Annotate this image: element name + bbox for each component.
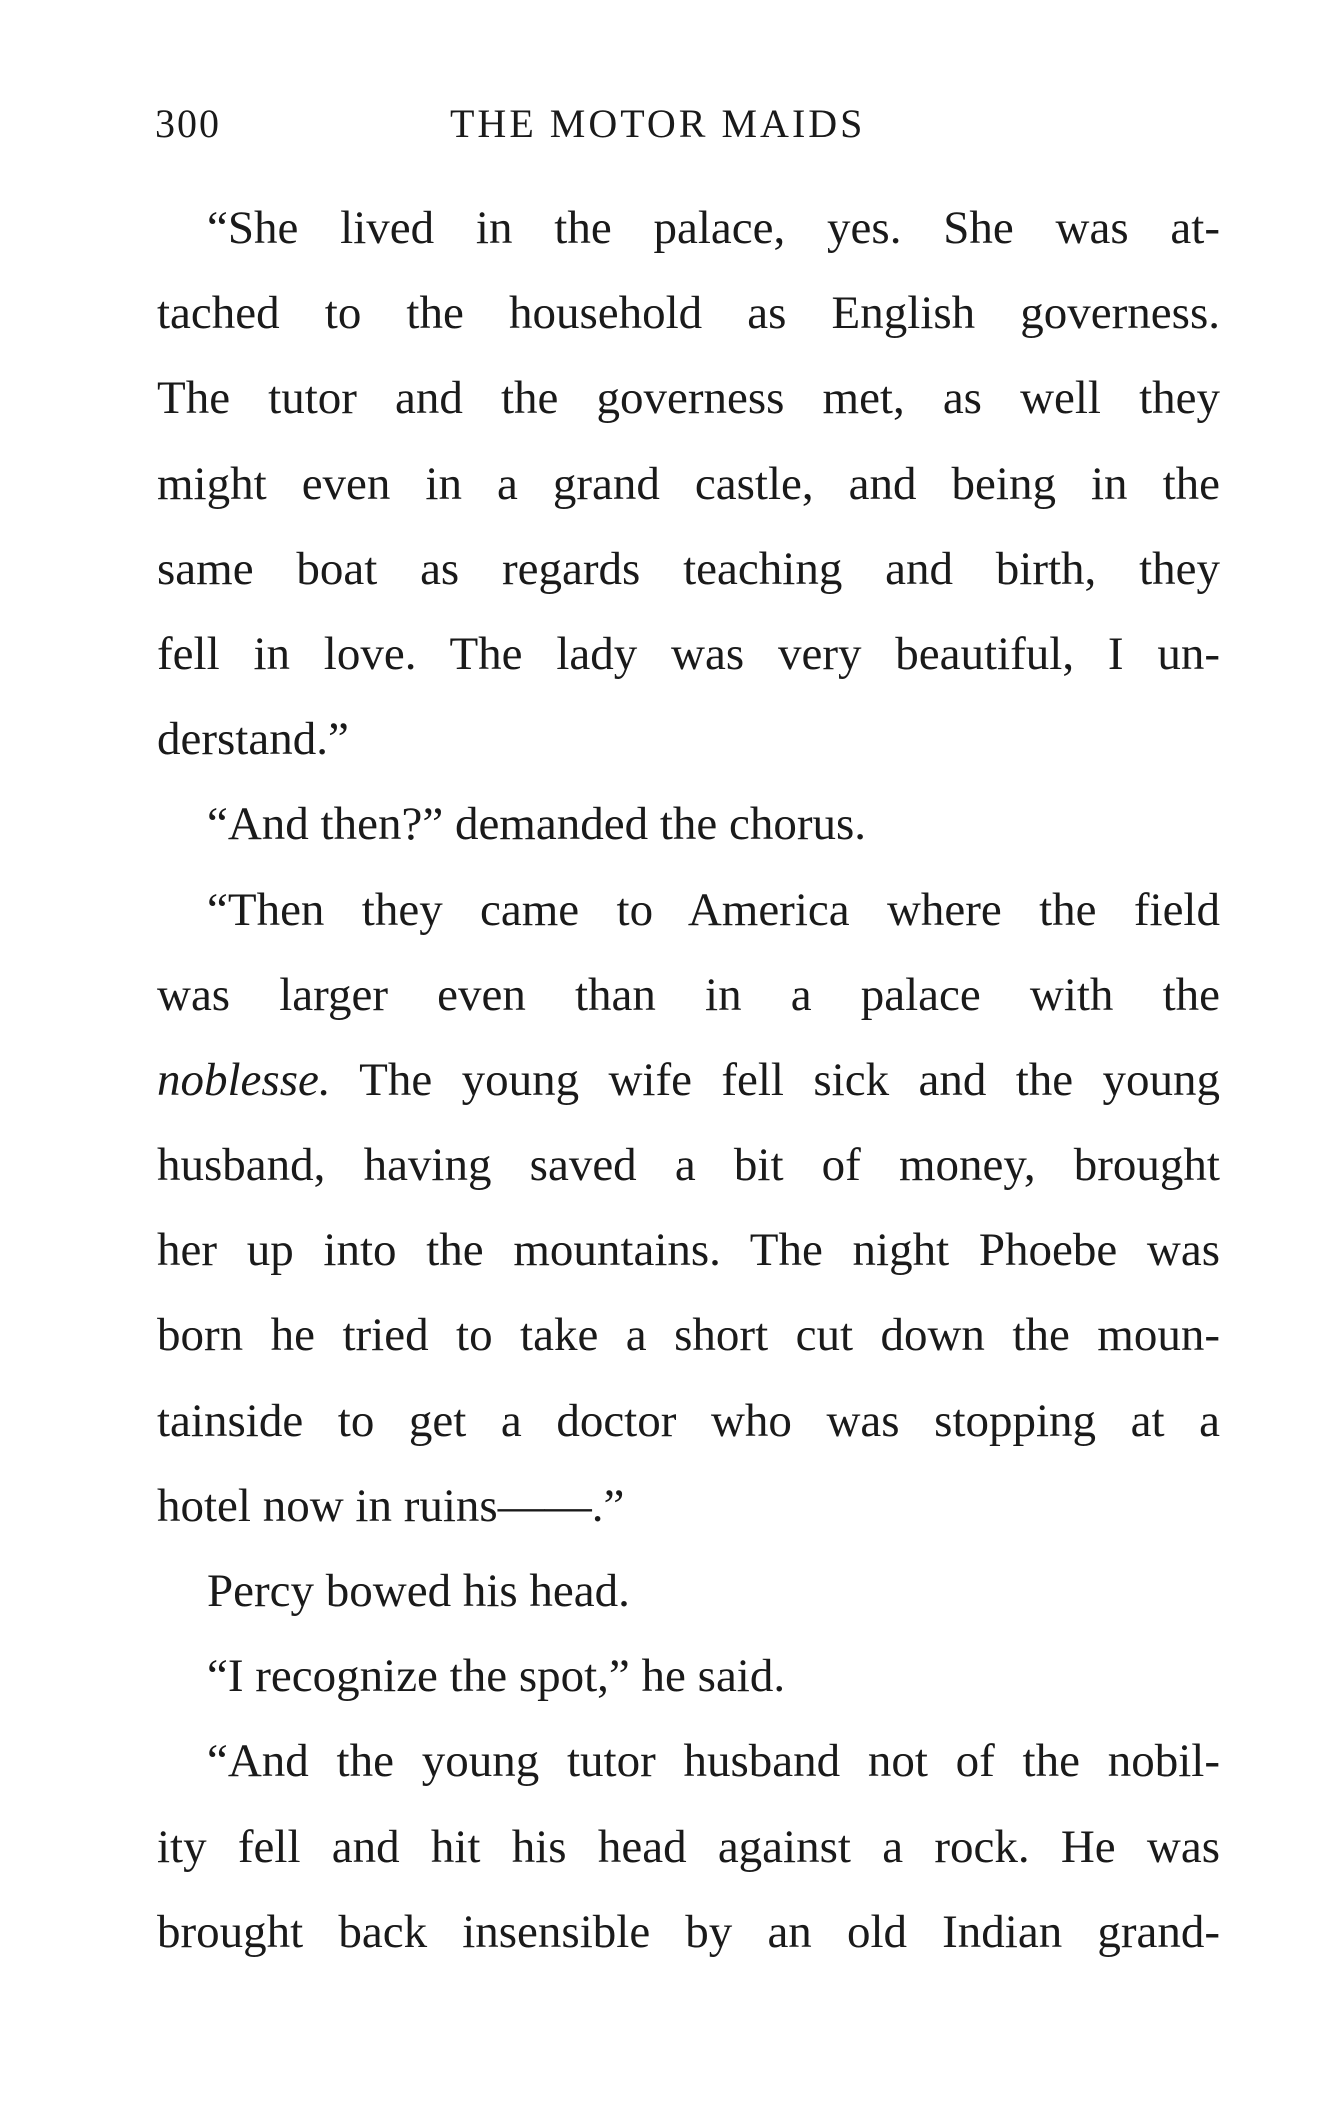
text-line: her up into the mountains. The night Phoebe was (157, 1224, 1220, 1277)
text-line: ity fell and hit his head against a rock. He was (157, 1820, 1220, 1873)
text-line: fell in love. The lady was very beautiful, I un- (157, 627, 1220, 680)
text-line: was larger even than in a palace with the (157, 968, 1220, 1021)
running-head (155, 100, 1220, 160)
text-line: “And then?” demanded the chorus. (207, 798, 867, 851)
text-line: derstand.” (157, 713, 349, 766)
text-line: brought back insensible by an old Indian grand- (157, 1905, 1220, 1958)
text-line: The tutor and the governess met, as well they (157, 372, 1220, 425)
body-text (157, 186, 1220, 1975)
italic-word: noblesse. (157, 1053, 331, 1106)
text-line: tainside to get a doctor who was stopping at a (157, 1394, 1220, 1447)
text-line: Percy bowed his head. (207, 1565, 630, 1617)
running-title: THE MOTOR MAIDS (450, 101, 866, 146)
text-line: “And the young tutor husband not of the nobil- (207, 1735, 1220, 1788)
text-line: “Then they came to America where the field (207, 883, 1220, 936)
text-line: hotel now in ruins——.” (157, 1479, 625, 1532)
text-line: born he tried to take a short cut down the moun- (157, 1309, 1220, 1362)
text-line: tached to the household as English governess. (157, 287, 1220, 340)
text-line: same boat as regards teaching and birth, they (157, 542, 1220, 595)
text-line: noblesse. The young wife fell sick and the young (157, 1053, 1220, 1106)
text-line: might even in a grand castle, and being in the (157, 457, 1220, 510)
page-number: 300 (155, 101, 221, 146)
text-line: “She lived in the palace, yes. She was at- (207, 202, 1220, 254)
text-line: husband, having saved a bit of money, brought (157, 1139, 1220, 1192)
text-line: “I recognize the spot,” he said. (207, 1650, 786, 1703)
